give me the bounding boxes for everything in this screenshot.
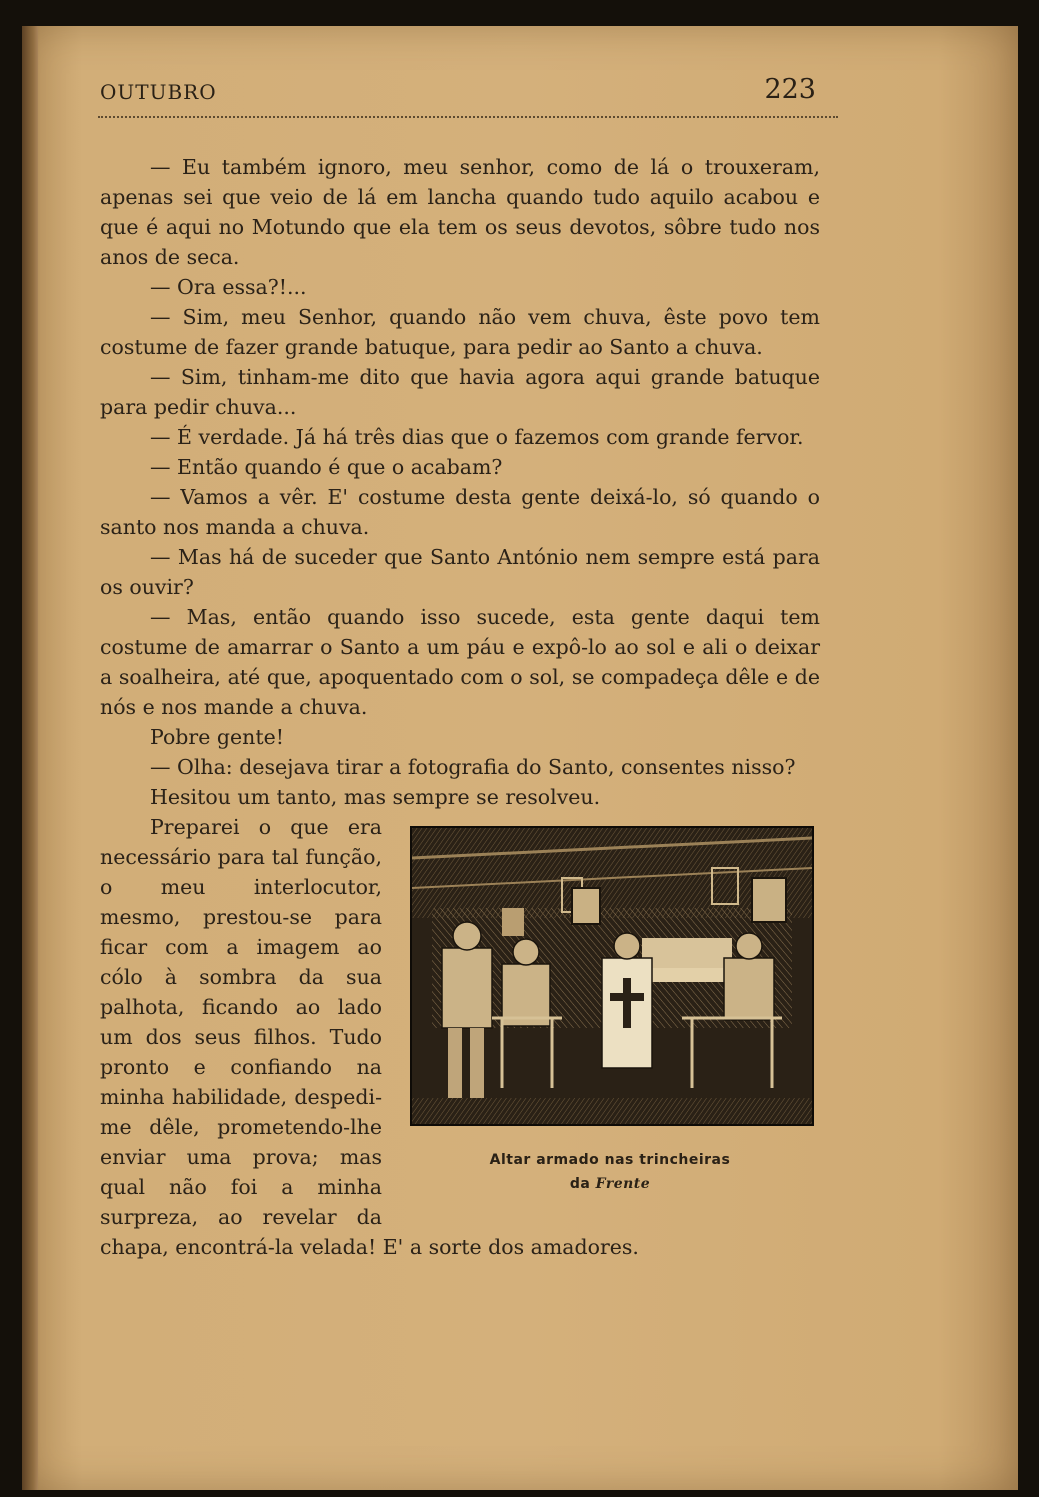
paragraph: — Mas há de suceder que Santo António nem sempre está para os ouvir? xyxy=(100,545,820,599)
paragraph: — Olha: desejava tirar a fotografia do Santo, consentes nisso? xyxy=(150,755,796,779)
paragraph: — Eu também ignoro, meu senhor, como de lá o trouxeram, apenas sei que veio de lá em lancha quando tudo aquilo acabou e que é aqui no Motundo que ela tem os seus devotos, sôbre tudo nos anos de seca. xyxy=(100,155,820,269)
paragraph: — Então quando é que o acabam? xyxy=(150,455,503,479)
paragraph: — Sim, tinham-me dito que havia agora aqui grande batuque para pedir chuva... xyxy=(100,365,820,419)
final-paragraph: Preparei o que era necessário para tal função, o meu interlocutor, mesmo, prestou-se para ficar com a imagem ao cólo à sombra da sua palhota, ficando ao lado um dos seus filhos. Tudo pronto e confiando na minha habilidade, despedi-me dêle, prometendo-lhe enviar uma prova; mas qual não foi a minha surpreza, ao revelar da chapa, encontrá-la velada! E' a sorte dos amadores. xyxy=(100,815,639,1259)
paragraph: — Vamos a vêr. E' costume desta gente deixá-lo, só quando o santo nos manda a chuva. xyxy=(100,485,820,539)
paragraph: — Mas, então quando isso sucede, esta gente daqui tem costume de amarrar o Santo a um páu e expô-lo ao sol e ali o deixar a soalheira, até que, apoquentado com o sol, se compadeça dêle e de nós e nos mande a chuva. xyxy=(100,605,820,719)
paragraph: — Ora essa?!... xyxy=(150,275,307,299)
page-header xyxy=(100,76,820,108)
page-spine-edge xyxy=(22,26,38,1490)
paragraph: Pobre gente! xyxy=(150,725,284,749)
body-text xyxy=(100,152,820,1262)
caption-line-2 xyxy=(400,1172,820,1196)
paragraph: Hesitou um tanto, mas sempre se resolveu. xyxy=(150,785,601,809)
altar-trench-illustration xyxy=(410,826,814,1126)
paragraph: — É verdade. Já há três dias que o fazemos com grande fervor. xyxy=(150,425,804,449)
figure-caption xyxy=(400,1148,820,1196)
caption-line-1: Altar armado nas trincheiras xyxy=(489,1152,731,1168)
running-head: OUTUBRO xyxy=(100,80,217,104)
paragraph: — Sim, meu Senhor, quando não vem chuva, êste povo tem costume de fazer grande batuque, para pedir ao Santo a chuva. xyxy=(100,305,820,359)
header-rule xyxy=(98,116,838,118)
caption-da: da xyxy=(569,1176,591,1192)
figure xyxy=(400,826,820,1196)
page-number: 223 xyxy=(764,74,816,105)
caption-frente: Frente xyxy=(595,1176,651,1192)
